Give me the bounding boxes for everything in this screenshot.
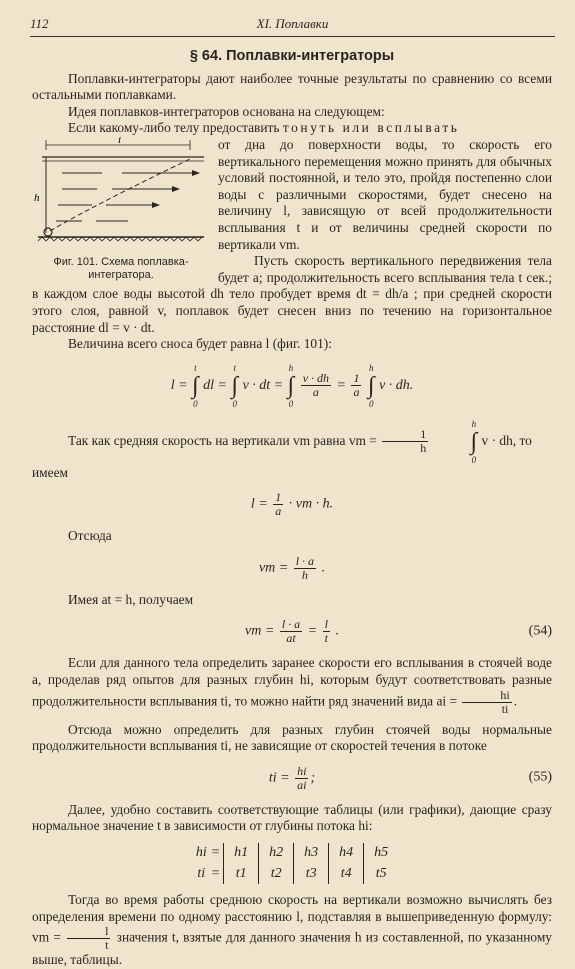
paragraph-intro-3-end: от дна до поверхности воды, то скорость его вертикального перемещения можно принять для обычных условий постоянной, и тело это, пройдя постепенно слои воды с различными скоростями, будет снесено на величину l, зависящую от всей продолжительности всплывания t и от величины средней скорости по вертикали vm. — [218, 136, 552, 252]
chapter-title: XI. Поплавки — [256, 16, 329, 31]
equation-number-54: (54) — [528, 623, 552, 639]
integral-3: h ∫ 0 — [287, 362, 295, 409]
formula-total-drift — [32, 363, 552, 409]
paragraph-since: Так как средняя скорость на вертикали vm равна vm = $\frac{1}{h}$ h ∫ 0 v · dh, то — [68, 418, 532, 465]
formula-dl: dl — [203, 377, 215, 393]
table-row: hi = h1 h2 h3 h4 h5 — [186, 843, 398, 864]
fraction-one-a: $\frac{1}{a}$ — [353, 371, 360, 400]
formula-ti: ti = $\frac{hi}{ai}$ ; (55) — [268, 763, 552, 792]
paragraph-hence: Отсюда — [68, 528, 112, 544]
formula-eq-4: = — [336, 377, 346, 393]
fraction-vdh-a: $\frac{v \cdot dh}{a}$ — [302, 371, 330, 400]
equation-number-55: (55) — [528, 770, 552, 786]
spaced-phrase: тонуть или всплывать — [282, 120, 460, 136]
paragraph-intro-2: Идея поплавков-интеграторов основана на следующем: — [68, 103, 385, 119]
paragraph-intro-1: Поплавки-интеграторы дают наиболее точные результаты по сравнению со всеми остальными поплавками. — [32, 70, 552, 103]
paragraph-final: Тогда во время работы среднюю скорость на вертикали возможно вычислять без определения времени по одному расстоянию l, подставляя в вышеприведенную формулу: vm = $\frac{l}{t}$ значения t, взятые для данного значения h из составленной, по указанному выше, таблицы. — [32, 892, 553, 968]
paragraph-intro-3 — [32, 120, 552, 137]
formula-eq-2: = — [217, 377, 227, 393]
formula-eq-3: = — [273, 377, 284, 393]
paragraph-tables: Далее, удобно составить соответствующие таблицы (или графики), дающие сразу нормальное значение t в зависимости от глубины потока hi: — [32, 801, 552, 834]
page-number: 112 — [30, 16, 49, 31]
figure-label-h: h — [34, 191, 40, 204]
section-title: § 64. Поплавки-интеграторы — [189, 48, 395, 64]
formula-l-vm: l = $\frac{1}{a}$ · vm · h. — [250, 490, 334, 519]
paragraph-hence-2: Отсюда можно определить для разных глубин стоячей воды нормальные продолжительности всплывания ti, не зависящие от скоростей течения в потоке — [32, 721, 552, 754]
figure-label-l: l — [118, 136, 122, 146]
page-content — [32, 46, 552, 969]
depth-time-table — [186, 843, 398, 884]
paragraph-intro-4: Пусть скорость вертикального передвижения тела будет a; продолжительность всего всплывания тела t сек.; в каждом слое воды высотой dh тело пробудет время dt = dh/a ; при средней скорости этого слоя, равной v, поплавок будет снесен вниз по течению на горизонтальное расстояние dl = v · dt. — [32, 253, 552, 335]
paragraph-having: Имея at = h, получаем — [68, 591, 194, 607]
formula-vm-1: vm = $\frac{l \cdot a}{h}$ . — [258, 553, 326, 582]
paragraph-series: Если для данного тела определить заранее скорости его всплывания в стоячей воде a, проделав ряд опытов для разных глубин hi, которым будут соответствовать разные продолжительности всплывания ti, то можно найти ряд значений вида ai = $\frac{hi}{ti}$ . — [32, 655, 552, 716]
integral-2: t ∫ 0 — [231, 362, 239, 409]
integral-4: h ∫ 0 — [367, 362, 375, 409]
formula-eq-1: = — [178, 377, 188, 393]
formula-vm-2: vm = $\frac{l \cdot a}{at}$ = $\frac{l}{t}$ . (54) — [245, 617, 552, 646]
formula-vdt: v · dt — [242, 377, 271, 393]
paragraph-drift: Величина всего сноса будет равна l (фиг. 101): — [68, 336, 332, 352]
formula-l: l — [170, 377, 175, 393]
formula-vdh-end: v · dh. — [379, 377, 414, 393]
float-integrator-diagram — [32, 137, 210, 252]
integral-1: t ∫ 0 — [192, 362, 199, 409]
integral-since: h ∫ 0 — [470, 418, 478, 465]
table-row: ti = t1 t2 t3 t4 t5 — [186, 864, 398, 885]
paragraph-we-have: имеем — [32, 464, 69, 480]
paragraph-intro-3-start: Если какому-либо телу предоставить — [68, 120, 283, 136]
figure-101 — [32, 137, 210, 282]
fraction-one-h: $\frac{1}{h}$ — [382, 428, 428, 455]
page-header — [30, 14, 555, 37]
figure-caption: Фиг. 101. Схема поплавка-интегратора. — [53, 255, 189, 281]
